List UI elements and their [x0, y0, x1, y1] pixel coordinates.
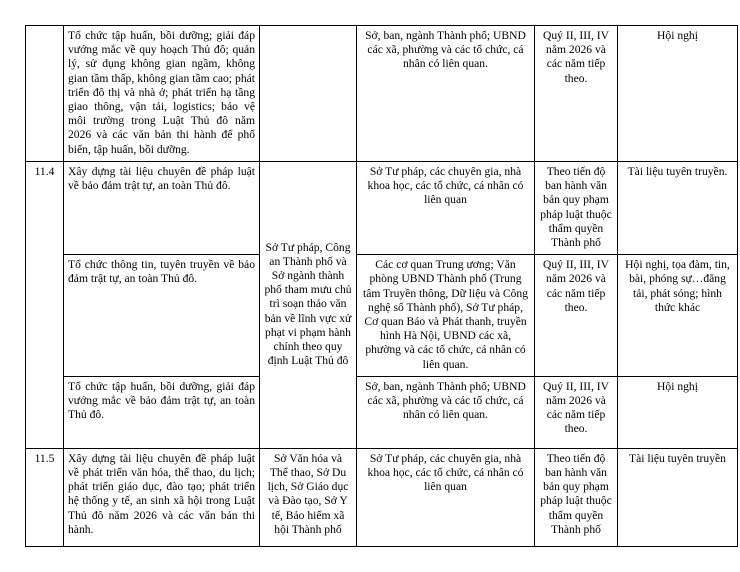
form-cell: Hội nghị: [618, 376, 738, 448]
task-cell: Tổ chức thông tin, tuyên truyền về bảo đảm trật tự, an toàn Thủ đô.: [64, 255, 260, 377]
task-cell: Tổ chức tập huấn, bồi dưỡng, giải đáp vướng mắc về bảo đảm trật tự, an toàn Thủ đô.: [64, 376, 260, 448]
cooperating-agency-cell: Sở Tư pháp, các chuyên gia, nhà khoa học, các tổ chức, cá nhân có liên quan: [357, 448, 535, 546]
timeline-cell: Theo tiến độ ban hành văn bản quy phạm pháp luật thuộc thẩm quyền Thành phố: [535, 448, 618, 546]
task-cell: Xây dựng tài liệu chuyên đề pháp luật về phát triển văn hóa, thể thao, du lịch; phát triển giáo dục, đào tạo; phát triển hệ thống y tế, an sinh xã hội trong Luật Thủ đô năm 2026 và các văn bản thi hành.: [64, 448, 260, 546]
form-cell: Tài liệu tuyên truyền.: [618, 162, 738, 255]
cooperating-agency-cell: Các cơ quan Trung ương; Văn phòng UBND Thành phố (Trung tâm Truyền thông, Dữ liệu và Công nghệ số Thành phố), Sở Tư pháp, Cơ quan Báo và Phát thanh, truyền hình Hà Nội, UBND các xã, phường và các tổ chức, cá nhân có liên quan.: [357, 255, 535, 377]
timeline-cell: Quý II, III, IV năm 2026 và các năm tiếp theo.: [535, 255, 618, 377]
item-number-cell: 11.5: [26, 448, 64, 546]
timeline-cell: Quý II, III, IV năm 2026 và các năm tiếp theo.: [535, 376, 618, 448]
task-cell: Tổ chức tập huấn, bồi dưỡng; giải đáp vướng mắc về quy hoạch Thủ đô; quản lý, sử dụng không gian ngầm, không gian tầm thấp, không gian tầm cao; phát triển đô thị và nhà ở; phát triển hạ tầng giao thông, vận tải, logistics; bảo vệ môi trường trong Luật Thủ đô năm 2026 và các văn bản thi hành để phổ biến, tập huấn, bồi dưỡng.: [64, 26, 260, 162]
table-row: [26, 448, 738, 546]
item-number-cell: [26, 26, 64, 162]
cooperating-agency-cell: Sở, ban, ngành Thành phố; UBND các xã, phường và các tổ chức, cá nhân có liên quan.: [357, 376, 535, 448]
plan-table: [25, 25, 738, 547]
lead-agency-cell: Sở Tư pháp, Công an Thành phố và Sở ngành thành phố tham mưu chủ trì soạn thảo văn bản về lĩnh vực xử phạt vi phạm hành chính theo quy định Luật Thủ đô: [260, 162, 357, 449]
form-cell: Tài liệu tuyên truyền: [618, 448, 738, 546]
lead-agency-cell: [260, 26, 357, 162]
table-row: [26, 376, 738, 448]
item-number-cell: 11.4: [26, 162, 64, 449]
form-cell: Hội nghị: [618, 26, 738, 162]
cooperating-agency-cell: Sở, ban, ngành Thành phố; UBND các xã, phường và các tổ chức, cá nhân có liên quan.: [357, 26, 535, 162]
task-cell: Xây dựng tài liệu chuyên đề pháp luật về bảo đảm trật tự, an toàn Thủ đô.: [64, 162, 260, 255]
timeline-cell: Theo tiến độ ban hành văn bản quy phạm pháp luật thuộc thẩm quyền Thành phố: [535, 162, 618, 255]
table-row: [26, 255, 738, 377]
timeline-cell: Quý II, III, IV năm 2026 và các năm tiếp theo.: [535, 26, 618, 162]
lead-agency-cell: Sở Văn hóa và Thể thao, Sở Du lịch, Sở Giáo dục và Đào tạo, Sở Y tế, Bảo hiểm xã hội Thành phố: [260, 448, 357, 546]
table-row: [26, 26, 738, 162]
table-row: [26, 162, 738, 255]
cooperating-agency-cell: Sở Tư pháp, các chuyên gia, nhà khoa học, các tổ chức, cá nhân có liên quan: [357, 162, 535, 255]
form-cell: Hội nghị, tọa đàm, tin, bài, phóng sự…đăng tải, phát sóng; hình thức khác: [618, 255, 738, 377]
